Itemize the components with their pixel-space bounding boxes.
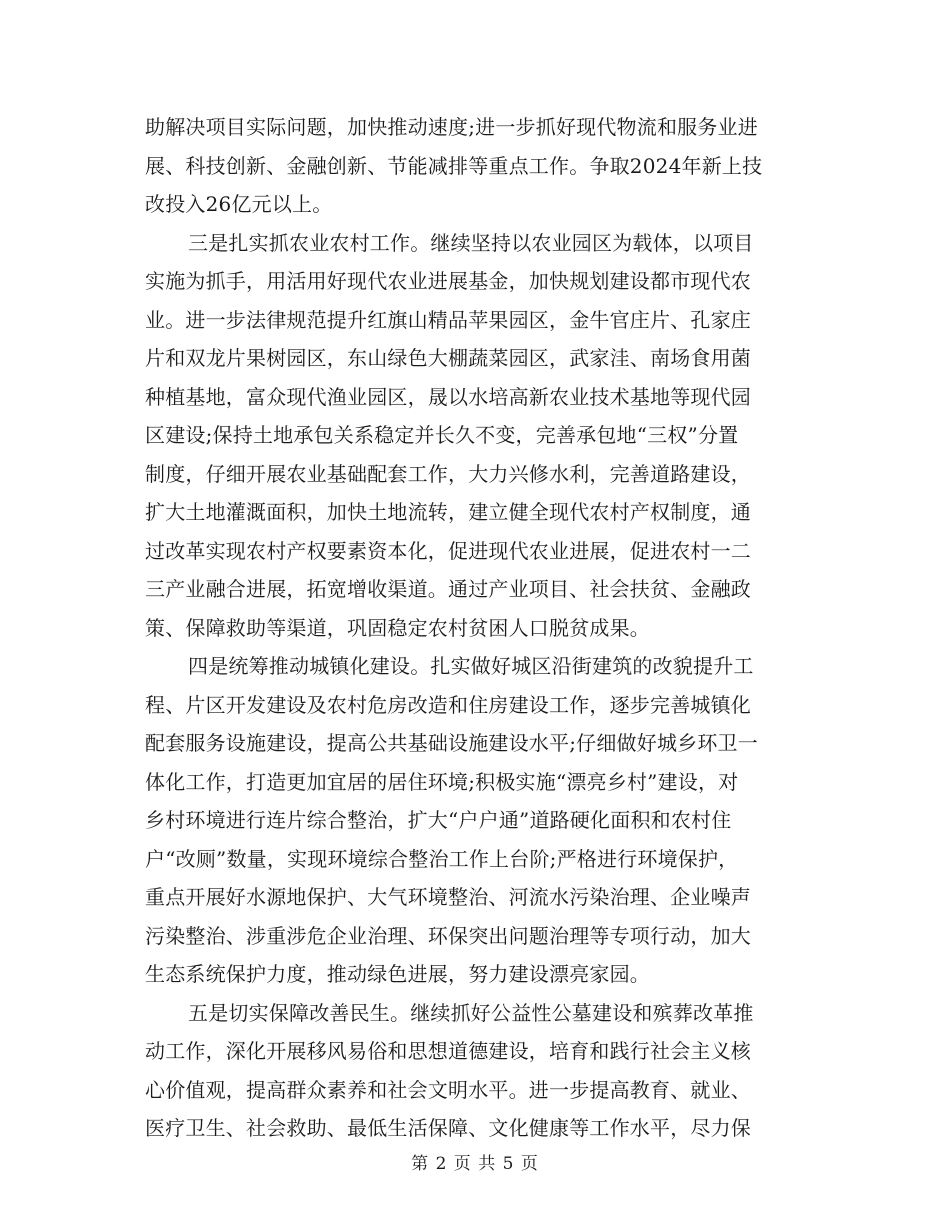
text-line: 三产业融合进展，拓宽增收渠道。通过产业项目、社会扶贫、金融政	[145, 577, 751, 601]
text-line: 乡村环境进行连片综合整治，扩大“户户通”道路硬化面积和农村住	[145, 808, 732, 832]
text-line: 制度，仔细开展农业基础配套工作，大力兴修水利，完善道路建设，	[145, 461, 751, 486]
text-line: 重点开展好水源地保护、大气环境整治、河流水污染治理、企业噪声	[145, 885, 751, 909]
text-line: 区建设;保持土地承包关系稳定并长久不变，完善承包地“三权”分置	[145, 423, 739, 447]
text-line: 医疗卫生、社会救助、最低生活保障、文化健康等工作水平，尽力保	[145, 1116, 751, 1140]
text-line: 程、片区开发建设及农村危房改造和住房建设工作，逐步完善城镇化	[145, 692, 751, 717]
text-line: 策、保障救助等渠道，巩固稳定农村贫困人口脱贫成果。	[145, 615, 650, 640]
page-number: 第 2 页 共 5 页	[411, 1154, 539, 1174]
text-line: 助解决项目实际问题，加快推动速度;进一步抓好现代物流和服务业进	[145, 115, 758, 139]
text-line: 体化工作，打造更加宜居的居住环境;积极实施“漂亮乡村”建设，对	[145, 769, 739, 794]
text-line: 心价值观，提高群众素养和社会文明水平。进一步提高教育、就业、	[145, 1077, 751, 1102]
text-line: 实施为抓手，用活用好现代农业进展基金，加快规划建设都市现代农	[145, 269, 751, 293]
text-line: 片和双龙片果树园区，东山绿色大棚蔬菜园区，武家洼、南场食用菌	[145, 346, 751, 370]
text-line: 业。进一步法律规范提升红旗山精品苹果园区，金牛官庄片、孔家庄	[145, 307, 751, 332]
text-line: 过改革实现农村产权要素资本化，促进现代农业进展，促进农村一二	[145, 538, 751, 563]
body-text	[145, 108, 825, 1148]
text-line: 配套服务设施建设，提高公共基础设施建设水平;仔细做好城乡环卫一	[145, 731, 758, 755]
text-line: 动工作，深化开展移风易俗和思想道德建设，培育和践行社会主义核	[145, 1039, 751, 1063]
text-line: 污染整治、涉重涉危企业治理、环保突出问题治理等专项行动，加大	[145, 923, 751, 948]
paragraph-first-line: 三是扎实抓农业农村工作。继续坚持以农业园区为载体，以项目	[188, 230, 754, 255]
text-line: 展、科技创新、金融创新、节能减排等重点工作。争取2024年新上技	[145, 153, 763, 178]
text-line: 改投入26亿元以上。	[145, 192, 333, 216]
paragraph-first-line: 五是切实保障改善民生。继续抓好公益性公墓建设和殡葬改革推	[188, 1000, 754, 1025]
paragraph-first-line: 四是统筹推动城镇化建设。扎实做好城区沿街建筑的改貌提升工	[188, 654, 754, 678]
text-line: 扩大土地灌溉面积，加快土地流转，建立健全现代农村产权制度，通	[145, 500, 751, 524]
text-line: 户“改厕”数量，实现环境综合整治工作上台阶;严格进行环境保护，	[145, 846, 739, 871]
text-line: 种植基地，富众现代渔业园区，晟以水培高新农业技术基地等现代园	[145, 384, 751, 409]
text-line: 生态系统保护力度，推动绿色进展，努力建设漂亮家园。	[145, 962, 650, 986]
